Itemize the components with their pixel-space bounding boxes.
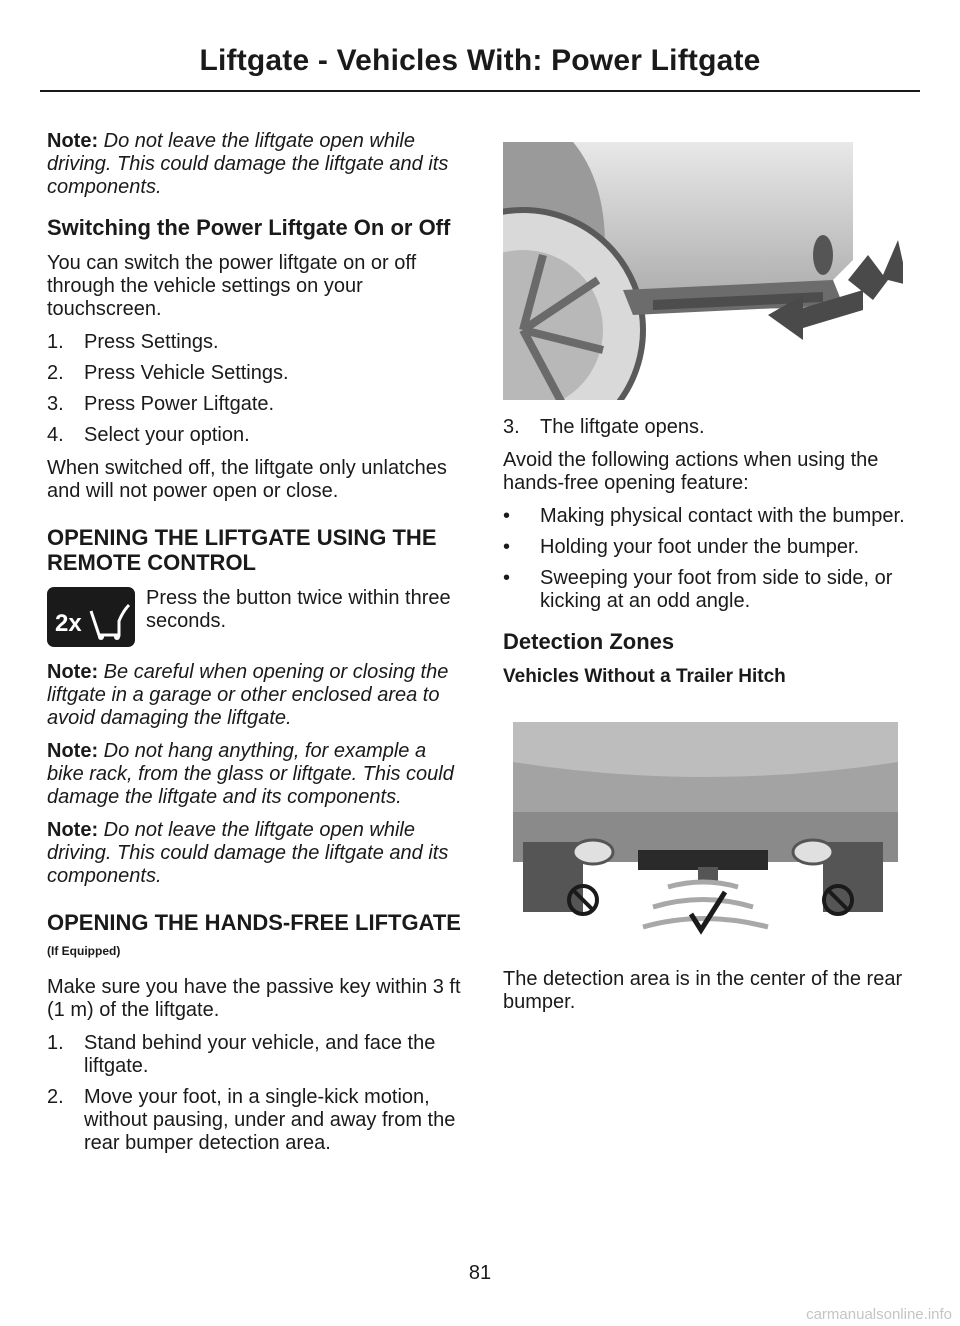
list-item: • Making physical contact with the bumper. [503,505,905,527]
note-liftgate-open: Note: Do not leave the liftgate open while driving. This could damage the liftgate and its components. [47,130,449,198]
switch-steps [47,331,463,447]
zones-subheading: Vehicles Without a Trailer Hitch [503,666,786,687]
right-column [503,130,917,1024]
remote-heading: OPENING THE LIFTGATE USING THE REMOTE CONTROL [47,525,437,575]
note-open-driving: Note: Do not leave the liftgate open while driving. This could damage the liftgate and its components. [47,819,449,887]
handsfree-heading: OPENING THE HANDS-FREE LIFTGATE (If Equipped) [47,910,461,958]
key-fob-liftgate-icon [47,587,135,647]
list-item: 4. Select your option. [47,424,250,446]
left-column [47,130,463,1165]
page-number: 81 [468,1262,492,1284]
list-item: 2. Move your foot, in a single-kick motion, without pausing, under and away from the rear bumper detection area. [47,1086,456,1154]
handsfree-intro: Make sure you have the passive key within 3 ft (1 m) of the liftgate. [47,976,461,1021]
page-header-title: Liftgate - Vehicles With: Power Liftgate [199,44,761,77]
switch-heading: Switching the Power Liftgate On or Off [47,215,451,240]
list-item: 3. The liftgate opens. [503,416,705,438]
detection-zone-illustration [503,702,903,952]
list-item: 3. Press Power Liftgate. [47,393,275,415]
list-item: 1. Press Settings. [47,331,219,353]
zones-heading: Detection Zones [503,629,675,654]
header-divider [40,90,920,92]
list-item: 1. Stand behind your vehicle, and face the liftgate. [47,1032,436,1077]
list-item: • Holding your foot under the bumper. [503,536,860,558]
watermark: carmanualsonline.info [806,1306,952,1323]
zones-text: The detection area is in the center of the rear bumper. [503,968,903,1013]
remote-instruction: Press the button twice within three seconds. [146,587,451,632]
switch-intro: You can switch the power liftgate on or off through the vehicle settings on your touchscreen. [47,252,417,320]
switch-off-text: When switched off, the liftgate only unlatches and will not power open or close. [47,457,447,502]
note-bike-rack: Note: Do not hang anything, for example a bike rack, from the glass or liftgate. This could damage the liftgate and its components. [47,740,454,808]
handsfree-steps-continued [503,416,917,439]
list-item: 2. Press Vehicle Settings. [47,362,289,384]
kick-motion-illustration [503,130,903,400]
avoid-list [503,505,917,613]
handsfree-steps [47,1032,463,1155]
remote-instruction-row [47,587,463,647]
note-garage: Note: Be careful when opening or closing the liftgate in a garage or other enclosed area to avoid damaging the liftgate. [47,661,449,729]
list-item: • Sweeping your foot from side to side, or kicking at an odd angle. [503,567,893,612]
svg-text:2x: 2x [55,610,82,637]
avoid-intro: Avoid the following actions when using the hands-free opening feature: [503,449,879,494]
